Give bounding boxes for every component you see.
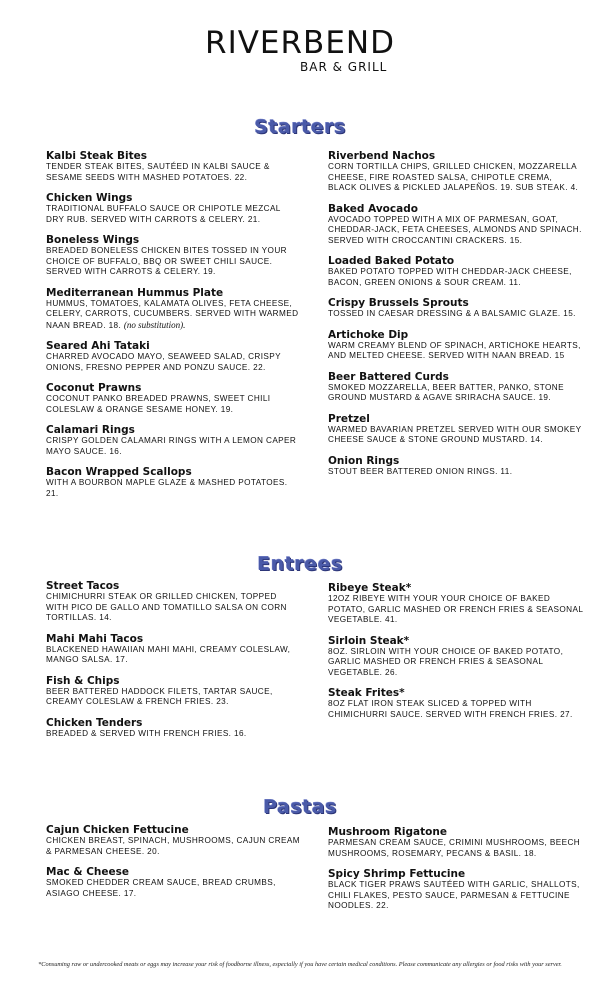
menu-item-name: Pretzel (328, 412, 370, 425)
menu-item-description (328, 647, 588, 679)
menu-item-name: Loaded Baked Potato (328, 255, 455, 267)
menu-item-description (46, 436, 301, 457)
menu-item-name: Ribeye Steak* (328, 582, 412, 594)
menu-item-name: Mediterranean Hummus Plate (46, 286, 224, 299)
food-safety-disclaimer: *Consuming raw or undercooked meats or eggs may increase your risk of foodborne illness, especially if you have certain medical conditions. Please communicate any allergies or food risks with your server. (38, 961, 562, 968)
menu-item (46, 580, 301, 624)
menu-item-description (46, 729, 301, 740)
menu-item-note: (no substitution). (123, 319, 186, 330)
menu-item-description (328, 267, 583, 288)
menu-item-description-text: CHICKEN BREAST, SPINACH, MUSHROOMS, CAJUN CREAM & PARMESAN CHEESE. 20. (46, 836, 300, 856)
logo-wordmark: RIVERBEND (205, 25, 395, 61)
menu-item-description-text: 8OZ. SIRLOIN WITH YOUR CHOICE OF BAKED POTATO, GARLIC MASHED OR FRENCH FRIES & SEASONAL VEGETABLE. 26. (328, 646, 564, 677)
menu-item-description-text: SMOKED CHEDDER CREAM SAUCE, BREAD CRUMBS, ASIAGO CHEESE. 17. (46, 878, 276, 898)
menu-item-description (328, 309, 583, 320)
menu-item (46, 717, 301, 740)
menu-item (328, 203, 583, 247)
menu-item-description-text: 12OZ RIBEYE WITH YOUR YOUR CHOICE OF BAKED POTATO, GARLIC MASHED OR FRENCH FRIES & SEASONAL VEGETABLE. 41. (328, 594, 584, 624)
menu-item (46, 866, 301, 899)
menu-item-description (46, 592, 301, 624)
menu-item (46, 150, 301, 183)
menu-item-description (46, 299, 301, 332)
menu-item-description-text: BREADED BONELESS CHICKEN BITES TOSSED IN YOUR CHOICE OF BUFFALO, BBQ OR SWEET CHILI SAUCE. SERVED WITH CARROTS & CELERY. 19. (46, 246, 287, 276)
menu-item-name: Mahi Mahi Tacos (46, 632, 144, 645)
menu-item-description-text: CORN TORTILLA CHIPS, GRILLED CHICKEN, MOZZARELLA CHEESE, FIRE ROASTED SALSA, CHIPOTLE CREMA, BLACK OLIVES & PICKLED JALAPEÑOS. 19. SUB STEAK. 4. (328, 162, 579, 192)
menu-item (328, 455, 583, 478)
menu-item-description-text: AVOCADO TOPPED WITH A MIX OF PARMESAN, GOAT, CHEDDAR-JACK, FETA CHEESES, ALMONDS AND SPINACH. SERVED WITH CROCCANTINI CRACKERS. 15. (328, 214, 582, 245)
menu-item-name: Baked Avocado (328, 202, 418, 215)
menu-item-description-text: CHIMICHURRI STEAK OR GRILLED CHICKEN, TOPPED WITH PICO DE GALLO AND TOMATILLO SALSA ON CORN TORTILLAS. 14. (46, 592, 287, 622)
menu-item-description-text: TENDER STEAK BITES, SAUTÉED IN KALBI SAUCE & SESAME SEEDS WITH MASHED POTATOES. 22. (46, 162, 270, 182)
menu-item-name: Fish & Chips (46, 674, 120, 687)
menu-item-name: Boneless Wings (46, 234, 140, 246)
menu-item-description (46, 878, 301, 899)
menu-item-description (328, 594, 588, 626)
menu-item-description (46, 204, 301, 225)
menu-item-name: Mushroom Rigatone (328, 826, 447, 838)
menu-item (328, 150, 583, 194)
restaurant-logo (0, 25, 600, 74)
menu-item-name: Chicken Wings (46, 192, 133, 204)
menu-item-name: Coconut Prawns (46, 382, 142, 394)
menu-item-name: Cajun Chicken Fettucine (46, 824, 189, 836)
menu-item-description (328, 215, 583, 247)
menu-item (46, 633, 301, 666)
menu-item-name: Street Tacos (46, 580, 120, 592)
menu-item-description-text: TOSSED IN CAESAR DRESSING & A BALSAMIC GLAZE. 15. (328, 309, 576, 318)
menu-item-description-text: COCONUT PANKO BREADED PRAWNS, SWEET CHILI COLESLAW & ORANGE SESAME HONEY. 19. (46, 394, 271, 414)
menu-item-description-text: CRISPY GOLDEN CALAMARI RINGS WITH A LEMON CAPER MAYO SAUCE. 16. (46, 436, 297, 456)
logo-subtitle: BAR & GRILL (300, 60, 388, 74)
menu-item-description-text: WITH A BOURBON MAPLE GLAZE & MASHED POTATOES. 21. (46, 478, 288, 498)
section-title-starters: Starters (254, 116, 346, 138)
menu-item-description (46, 478, 301, 499)
menu-item-description-text: SMOKED MOZZARELLA, BEER BATTER, PANKO, STONE GROUND MUSTARD & AGAVE SRIRACHA SAUCE. 19. (328, 382, 564, 402)
menu-item-description-text: PARMESAN CREAM SAUCE, CRIMINI MUSHROOMS, BEECH MUSHROOMS, ROSEMARY, PECANS & BASIL. 18. (328, 838, 581, 858)
menu-item-description-text: BREADED & SERVED WITH FRENCH FRIES. 16. (46, 728, 247, 738)
menu-item-name: Beer Battered Curds (328, 370, 449, 383)
menu-item-description-text: BAKED POTATO TOPPED WITH CHEDDAR-JACK CHEESE, BACON, GREEN ONIONS & SOUR CREAM. 11. (328, 267, 572, 287)
menu-item (328, 371, 583, 404)
menu-item-description (46, 246, 301, 278)
menu-item-description (46, 687, 301, 708)
menu-item (46, 287, 301, 332)
menu-item (328, 413, 583, 446)
menu-item-name: Crispy Brussels Sprouts (328, 297, 469, 309)
starters-right-column (328, 150, 583, 486)
menu-item-description-text: TRADITIONAL BUFFALO SAUCE OR CHIPOTLE MEZCAL DRY RUB. SERVED WITH CARROTS & CELERY. 21. (46, 204, 281, 224)
menu-item (46, 675, 301, 708)
pastas-left-column (46, 824, 301, 908)
section-title-pastas: Pastas (263, 796, 337, 818)
menu-item (46, 234, 301, 278)
menu-item (46, 192, 301, 225)
menu-item (328, 297, 583, 320)
menu-item-description-text: BEER BATTERED HADDOCK FILETS, TARTAR SAUCE, CREAMY COLESLAW & FRENCH FRIES. 23. (46, 686, 273, 706)
section-title-entrees: Entrees (257, 553, 343, 575)
menu-item-description-text: CHARRED AVOCADO MAYO, SEAWEED SALAD, CRISPY ONIONS, FRESNO PEPPER AND PONZU SAUCE. 22. (46, 352, 281, 372)
menu-item (328, 868, 583, 912)
entrees-right-column (328, 582, 588, 729)
menu-item-description-text: BLACK TIGER PRAWS SAUTÉED WITH GARLIC, SHALLOTS, CHILI FLAKES, PESTO SAUCE, PARMESAN & FETTUCINE NOODLES. 22. (328, 880, 580, 910)
starters-left-column (46, 150, 301, 508)
menu-item (328, 635, 588, 679)
menu-item-description-text: 8OZ FLAT IRON STEAK SLICED & TOPPED WITH CHIMICHURRI SAUCE. SERVED WITH FRENCH FRIES. 27. (328, 699, 573, 719)
menu-item-name: Calamari Rings (46, 424, 135, 436)
menu-item-name: Chicken Tenders (46, 716, 143, 729)
menu-item-name: Steak Frites* (328, 687, 405, 699)
menu-item-description (328, 383, 583, 404)
menu-item (46, 424, 301, 457)
menu-item (46, 340, 301, 373)
menu-item-name: Onion Rings (328, 454, 400, 467)
menu-item-description (46, 394, 301, 415)
menu-item (46, 824, 301, 857)
menu-item-description (328, 341, 583, 362)
menu-item-name: Artichoke Dip (328, 328, 409, 341)
menu-item-description (46, 352, 301, 373)
menu-item-name: Kalbi Steak Bites (46, 150, 148, 162)
menu-item-name: Bacon Wrapped Scallops (46, 466, 192, 478)
menu-item-description-text: WARM CREAMY BLEND OF SPINACH, ARTICHOKE HEARTS, AND MELTED CHEESE. SERVED WITH NAAN BREAD. 15 (328, 340, 581, 360)
menu-item (328, 329, 583, 362)
menu-item-description (46, 162, 301, 183)
menu-item-name: Riverbend Nachos (328, 150, 436, 162)
menu-item (328, 826, 583, 859)
menu-item-description-text: STOUT BEER BATTERED ONION RINGS. 11. (328, 466, 513, 476)
menu-item-name: Seared Ahi Tataki (46, 340, 150, 352)
entrees-left-column (46, 580, 301, 748)
menu-item-description (328, 162, 583, 194)
pastas-right-column (328, 826, 583, 921)
menu-item (46, 466, 301, 499)
menu-item-description (46, 836, 301, 857)
menu-item-description (328, 425, 583, 446)
menu-item-name: Spicy Shrimp Fettucine (328, 868, 466, 880)
menu-item-description-text: WARMED BAVARIAN PRETZEL SERVED WITH OUR SMOKEY CHEESE SAUCE & STONE GROUND MUSTARD. 14. (328, 424, 582, 444)
menu-item-name: Mac & Cheese (46, 866, 130, 878)
menu-item (328, 255, 583, 288)
menu-item-description (328, 467, 583, 478)
menu-item-description-text: BLACKENED HAWAIIAN MAHI MAHI, CREAMY COLESLAW, MANGO SALSA. 17. (46, 644, 291, 664)
menu-item-description (328, 838, 583, 859)
menu-item-description (328, 699, 588, 720)
menu-item-description-text: HUMMUS, TOMATOES, KALAMATA OLIVES, FETA CHEESE, CELERY, CARROTS, CUCUMBERS. SERVED WITH WARMED NAAN BREAD. 18. (46, 298, 299, 330)
menu-item (46, 382, 301, 415)
menu-item-description (328, 880, 583, 912)
menu-item (328, 687, 588, 720)
menu-item-description (46, 645, 301, 666)
menu-item-name: Sirloin Steak* (328, 634, 410, 647)
menu-item (328, 582, 588, 626)
